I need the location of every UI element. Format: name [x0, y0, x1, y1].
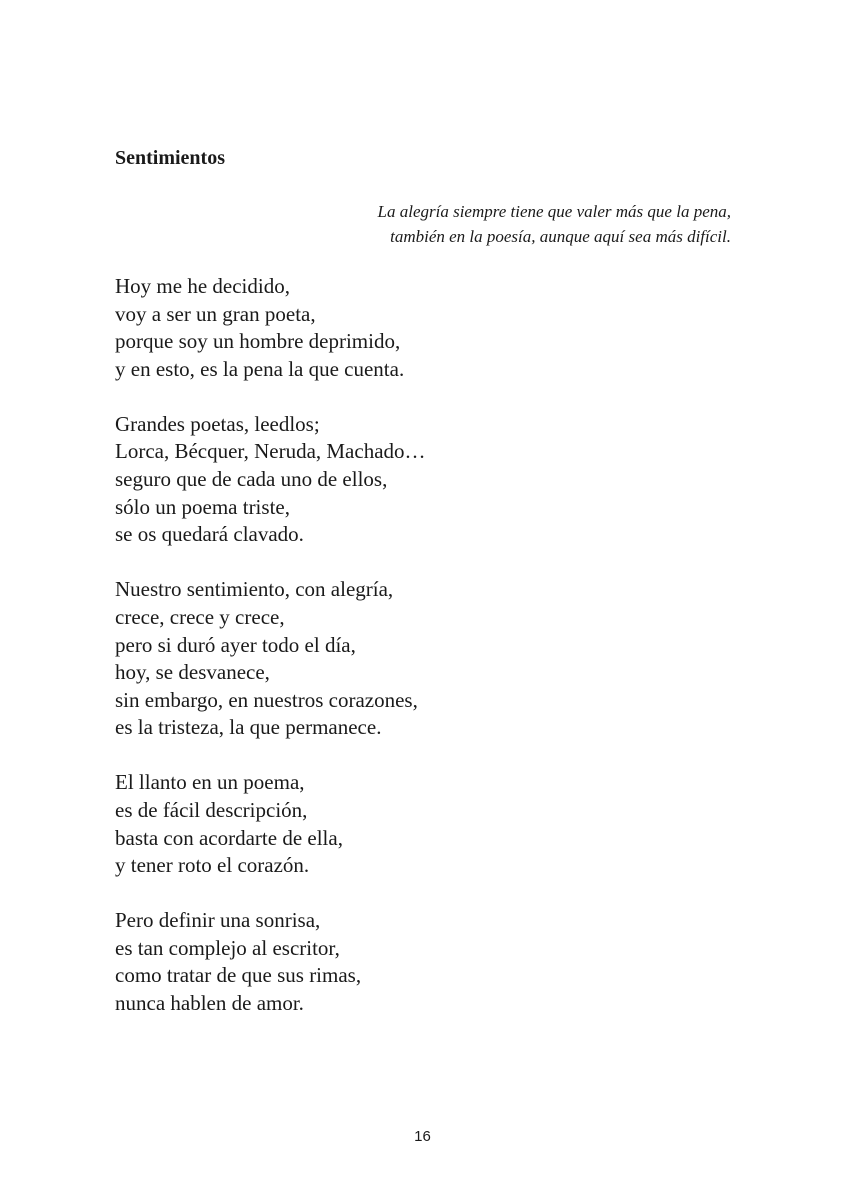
- stanza: [115, 273, 755, 383]
- verse-line: Hoy me he decidido,: [115, 274, 290, 298]
- verse-line: seguro que de cada uno de ellos,: [115, 467, 388, 492]
- stanza: [115, 907, 755, 1017]
- verse-line: es de fácil descripción,: [115, 798, 308, 822]
- verse-line: y en esto, es la pena la que cuenta.: [115, 356, 405, 381]
- verse-line: es tan complejo al escritor,: [115, 935, 340, 960]
- verse-line: hoy, se desvanece,: [115, 660, 270, 685]
- verse-line: nunca hablen de amor.: [115, 991, 304, 1016]
- verse-line: pero si duró ayer todo el día,: [115, 632, 356, 657]
- epigraph-line: también en la poesía, aunque aquí sea más difícil.: [390, 227, 731, 246]
- verse-line: se os quedará clavado.: [115, 522, 304, 547]
- verse-line: sin embargo, en nuestros corazones,: [115, 687, 418, 712]
- verse-line: sólo un poema triste,: [115, 494, 290, 519]
- verse-line: El llanto en un poema,: [115, 770, 305, 795]
- stanza: [115, 576, 755, 742]
- verse-line: es la tristeza, la que permanece.: [115, 715, 382, 740]
- verse-line: Grandes poetas, leedlos;: [115, 411, 320, 436]
- verse-line: porque soy un hombre deprimido,: [115, 329, 401, 354]
- poem-title: Sentimientos: [115, 147, 225, 169]
- verse-line: Pero definir una sonrisa,: [115, 908, 321, 933]
- verse-line: Lorca, Bécquer, Neruda, Machado…: [115, 439, 426, 464]
- verse-line: y tener roto el corazón.: [115, 853, 310, 878]
- verse-line: Nuestro sentimiento, con alegría,: [115, 577, 394, 602]
- verse-line: como tratar de que sus rimas,: [115, 963, 362, 988]
- poem-body: [115, 273, 755, 1045]
- stanza: [115, 411, 755, 549]
- page-number: 16: [414, 1128, 431, 1145]
- stanza: [115, 769, 755, 879]
- verse-line: voy a ser un gran poeta,: [115, 301, 316, 326]
- verse-line: basta con acordarte de ella,: [115, 825, 343, 850]
- epigraph: [211, 199, 731, 249]
- verse-line: crece, crece y crece,: [115, 604, 285, 629]
- epigraph-line: La alegría siempre tiene que valer más que la pena,: [377, 202, 731, 221]
